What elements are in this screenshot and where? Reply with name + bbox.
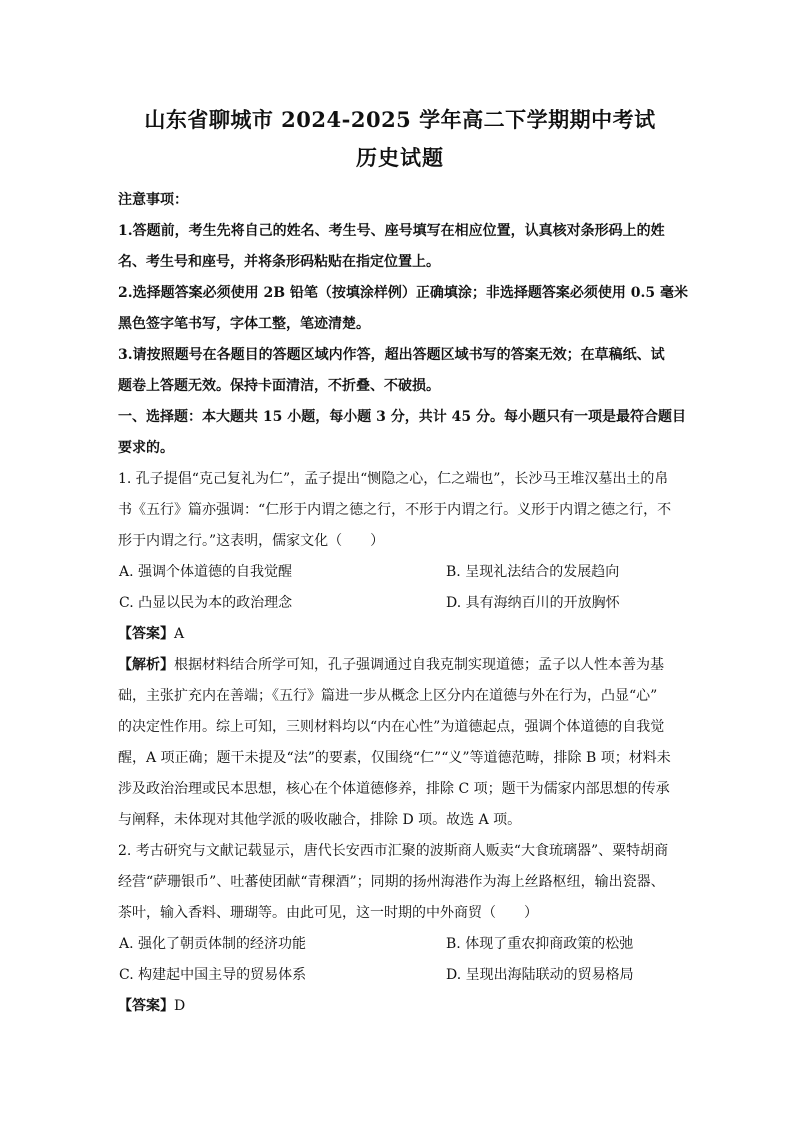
options-row — [118, 588, 682, 619]
answer-value: A — [174, 626, 185, 642]
question-2 — [118, 836, 682, 1022]
answer-line — [118, 991, 682, 1022]
question-stem-line: 茶叶，输入香料、珊瑚等。由此可见，这一时期的中外商贸（ ） — [118, 905, 538, 921]
answer-label: 【答案】 — [118, 998, 174, 1014]
notice-line: 1.答题前，考生先将自己的姓名、考生号、座号填写在相应位置，认真核对条形码上的姓 — [118, 223, 665, 239]
analysis-line: 醒，A 项正确；题干未提及“法”的要素，仅围绕“仁”“义”等道德范畴，排除 B 项；材料未 — [118, 750, 671, 766]
analysis-label: 【解析】 — [118, 657, 174, 673]
page-subtitle: 历史试题 — [356, 145, 444, 170]
answer-label: 【答案】 — [118, 626, 174, 642]
question-stem-line: 书《五行》篇亦强调：“仁形于内谓之德之行，不形于内谓之行。义形于内谓之德之行，不 — [118, 502, 672, 518]
question-stem-line: 形于内谓之行。”这表明，儒家文化（ ） — [118, 533, 385, 549]
notice-line: 2.选择题答案必须使用 2B 铅笔（按填涂样例）正确填涂；非选择题答案必须使用 0.5 毫米 — [118, 285, 689, 301]
analysis-line: 的决定性作用。综上可知，三则材料均以“内在心性”为道德起点，强调个体道德的自我觉 — [118, 719, 665, 735]
question-1 — [118, 464, 682, 836]
analysis-line: 础，主张扩充内在善端；《五行》篇进一步从概念上区分内在道德与外在行为，凸显“心” — [118, 688, 658, 704]
analysis-text: 根据材料结合所学可知，孔子强调通过自我克制实现道德；孟子以人性本善为基 — [174, 657, 664, 673]
option-c: C. 凸显以民为本的政治理念 — [119, 595, 293, 611]
option-d: D. 具有海纳百川的开放胸怀 — [446, 595, 620, 611]
page-title: 山东省聊城市 2024-2025 学年高二下学期期中考试 — [144, 107, 656, 132]
option-a: A. 强调个体道德的自我觉醒 — [119, 564, 293, 580]
notice-line: 3.请按照题号在各题目的答题区域内作答，超出答题区域书写的答案无效；在草稿纸、试 — [118, 347, 665, 363]
option-a: A. 强化了朝贡体制的经济功能 — [119, 936, 307, 952]
option-b: B. 呈现礼法结合的发展趋向 — [446, 564, 620, 580]
answer-value: D — [174, 998, 186, 1014]
options-row — [118, 960, 682, 991]
section-line: 要求的。 — [118, 440, 174, 456]
option-d: D. 呈现出海陆联动的贸易格局 — [446, 967, 634, 983]
option-b: B. 体现了重农抑商政策的松弛 — [446, 936, 634, 952]
options-row — [118, 557, 682, 588]
section-heading — [118, 402, 686, 464]
option-c: C. 构建起中国主导的贸易体系 — [119, 967, 307, 983]
question-stem-line: 经营“萨珊银币”、吐蕃使团献“青稞酒”；同期的扬州海港作为海上丝路枢纽，输出瓷器、 — [118, 874, 665, 890]
notice-heading: 注意事项： — [118, 192, 188, 208]
section-line: 一、选择题：本大题共 15 小题，每小题 3 分，共计 45 分。每小题只有一项是最符合题目 — [118, 409, 686, 425]
notice-line: 名、考生号和座号，并将条形码粘贴在指定位置上。 — [118, 254, 440, 270]
question-stem-line: 2. 考古研究与文献记载显示，唐代长安西市汇聚的波斯商人贩卖“大食琉璃器”、粟特胡商 — [118, 843, 669, 859]
analysis-line: 涉及政治治理或民本思想，核心在个体道德修养，排除 C 项；题干为儒家内部思想的传承 — [118, 781, 670, 797]
notice-line: 题卷上答题无效。保持卡面清洁，不折叠、不破损。 — [118, 378, 440, 394]
notice-block — [118, 185, 689, 402]
notice-line: 黑色签字笔书写，字体工整，笔迹清楚。 — [118, 316, 370, 332]
question-stem-line: 1. 孔子提倡“克己复礼为仁”，孟子提出“恻隐之心，仁之端也”，长沙马王堆汉墓出土的帛 — [118, 471, 669, 487]
analysis-line: 与阐释，未体现对其他学派的吸收融合，排除 D 项。故选 A 项。 — [118, 812, 522, 828]
analysis-line — [118, 650, 682, 681]
answer-line — [118, 619, 682, 650]
options-row — [118, 929, 682, 960]
